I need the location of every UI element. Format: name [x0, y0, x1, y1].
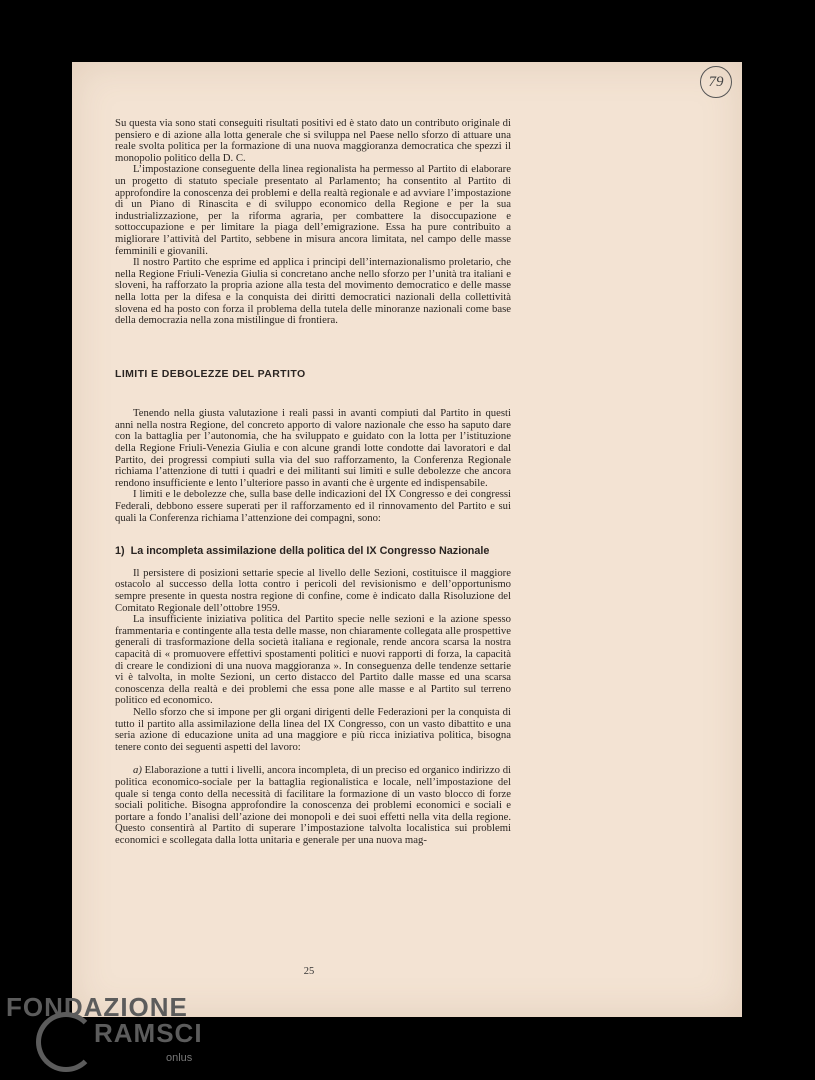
intro-paragraph-2: L’impostazione conseguente della linea regionalista ha permesso al Partito di elaborare un progetto di statuto speciale presentato al Parlamento; ha consentito al Partito di approfondire la conoscenza dei problemi e della realtà regionale e ad avviare l’impostazione di un Piano di Rinascita e di sviluppo economico della Regione e per la sua industrializzazione, per la riforma agraria, per combattere la disoccupazione e sottoccupazione e per limitare la piaga dell’emigrazione. Essa ha pure contribuito a migliorare l’attività del Partito, sebbene in misura ancora limitata, nel campo delle masse femminili e giovanili.	[115, 163, 511, 257]
watermark-line-3: onlus	[166, 1052, 193, 1064]
subsection-paragraph-1: Il persistere di posizioni settarie specie al livello delle Sezioni, costituisce il maggiore ostacolo al successo della lotta contro i pericoli del revisionismo e dell’opportunismo sempre presente in questa nostra regione di confine, come è indicato dalla Risoluzione del Comitato Regionale dell’ottobre 1959.	[115, 566, 511, 614]
watermark-g-logo-icon	[36, 1012, 96, 1072]
subsection-title: La incompleta assimilazione della politica del IX Congresso Nazionale	[130, 545, 490, 558]
intro-paragraph-3: Il nostro Partito che esprime ed applica i principi dell’internazionalismo proletario, che nella Regione Friuli-Venezia Giulia si concretano anche nello sforzo per l’unità tra italiani e sloveni, ha rafforzato la propria azione alla testa del movimento democratico e delle masse nella lotta per la difesa e la conquista dei diritti democratici nazionali della collettività slovena ed ha posto con forza il problema della tutela delle minoranze nazionali come base della democrazia nella zona mistilingue di frontiera.	[115, 256, 511, 327]
list-item-a-text: Elaborazione a tutti i livelli, ancora incompleta, di un preciso ed organico indirizzo di politica economico-sociale per la battaglia regionalistica e locale, nell’impostazione del quale si tenga conto della necessità di facilitare la formazione di un vasto blocco di forze sociali politiche. Bisogna approfondire la conoscenza dei problemi economici e sociali e portare a fondo l’analisi dell’azione dei monopoli e dei suoi effetti nella vita della regione. Questo consentirà al Partito di superare l’impostazione talvolta localistica sui problemi economici e scollegata dalla lotta unitaria e generale per una nuova mag-	[115, 764, 512, 846]
list-item-a-label: a)	[133, 764, 142, 777]
section-paragraph-2: I limiti e le debolezze che, sulla base delle indicazioni del IX Congresso e dei congressi Federali, debbono essere superati per il rafforzamento ed il rinnovamento del Partito e sui quali la Conferenza richiama l’attenzione dei compagni, sono:	[115, 488, 511, 524]
subsection-heading	[115, 546, 511, 558]
section-paragraph-1: Tenendo nella giusta valutazione i reali passi in avanti compiuti dal Partito in questi anni nella nostra Regione, del concreto apporto di valore nazionale che esso ha saputo dare con la battaglia per l’autonomia, che ha sviluppato e guidato con la lotta per l’istituzione della Regione Friuli-Venezia Giulia e con alcune grandi lotte condotte dai lavoratori e dal Partito, dei progressi compiuti sulla via del suo rafforzamento, la Conferenza Regionale richiama l’attenzione di tutti i quadri e dei militanti sui limiti e sulle debolezze che ancora rendono insufficiente e lento l’ulteriore passo in avanti che è urgente ed indispensabile.	[115, 407, 511, 489]
subsection-paragraph-2: La insufficiente iniziativa politica del Partito specie nelle sezioni e la azione spesso frammentaria e contingente alla testa delle masse, non chiaramente collegata alle prospettive generali di trasformazione della società italiana e regionale, rende ancora scarsa la nostra capacità di « promuovere effettivi spostamenti politici e nuovi rapporti di forza, la capacità di creare le condizioni di una nuova maggioranza ». In conseguenza delle tendenze settarie vi è talvolta, in molte Sezioni, un certo distacco del Partito dalle masse ed una scarsa conoscenza della realtà e dei problemi che essa pone alle masse e al Partito sul terreno politico ed economico.	[115, 613, 511, 707]
subsection-number: 1)	[115, 545, 125, 558]
watermark-line-2: RAMSCI	[94, 1018, 203, 1048]
foundation-watermark	[6, 990, 246, 1080]
subsection-paragraph-3: Nello sforzo che si impone per gli organi dirigenti delle Federazioni per la conquista di tutto il partito alla assimilazione della linea del IX Congresso, con un vasto dibattito e una seria azione di educazione unita ad una maggiore e più ricca iniziativa politica, bisogna tenere conto dei seguenti aspetti del lavoro:	[115, 705, 511, 753]
watermark-line-1: FONDAZIONE	[6, 992, 188, 1022]
page-number: 25	[303, 966, 315, 977]
document-body	[115, 118, 511, 846]
intro-paragraph-1: Su questa via sono stati conseguiti risultati positivi ed è stato dato un contributo originale di pensiero e di azione alla lotta generale che si sviluppa nel Paese nello sforzo di attuare una reale svolta politica per la formazione di una nuova maggioranza democratica che spezzi il monopolio politico della D. C.	[115, 117, 511, 164]
archive-stamp-number: 79	[700, 66, 732, 98]
list-item-a	[115, 765, 511, 846]
section-heading: LIMITI E DEBOLEZZE DEL PARTITO	[115, 367, 306, 380]
